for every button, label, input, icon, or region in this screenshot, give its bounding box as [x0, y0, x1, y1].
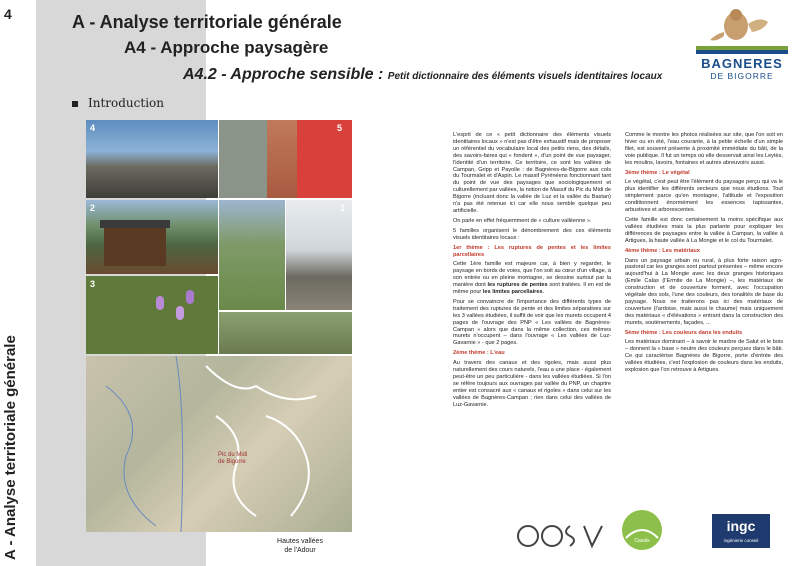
- photo-rock-sky: [86, 120, 218, 198]
- photo-landscape: [219, 312, 352, 354]
- paragraph: L'esprit de ce « petit dictionnaire des éléments visuels identitaires locaux » n'est pas d'être exhaustif mais de proposer un référentiel du vocabulaire local des petits riens, des détails, des savoirs-faires qui « fondent », d'un point de vue paysager, l'identité d'un territoire. Ce territoire, ce sont les vallées de Campan, Gripp et Payolle : de Bagnères-de-Bigorre aux cols du Tourmalet et d'Aspin. Le massif Pyrénéens fonctionnant tant du point de vue des paysages que sociologiquement et culturellement par vallées, la notion de Massif du Pic du Midi de Bigorre (incluant donc la vallée de Luz et la vallée du Bastan) n'a pas été retenue ici car elle nous semble quelque peu artificielle.: [453, 132, 611, 214]
- map-overlay-icon: [86, 356, 352, 532]
- paragraph: Dans un paysage urbain ou rural, à plus forte raison agro-pastoral car les granges sont partout présentes – même encore aujourd'hui à La Mongie avec les deux granges historiques (Emile Calas (l'Ermite de La Mongie) –, les matériaux de construction et de couverture forment, avec l'occupation végétale des sols, l'une des couleurs, des tonalités de base du paysage. Nous ne traiterons pas ici des matériaux de couverture (l'ardoise, mais aussi le chaume) mais uniquement des matériaux « d'élévations » entrant dans la construction des murets, soutènements, façades, ...: [625, 257, 783, 326]
- theme-heading-4: 4ème thème : Les matériaux: [625, 247, 700, 254]
- section-heading: [72, 96, 164, 110]
- theme-heading-1: 1er thème : Les ruptures de pentes et les limites parcellaires: [453, 244, 611, 258]
- paragraph: 5 familles organisent le dénombrement des ces éléments visuels identitaires locaux :: [453, 227, 611, 241]
- ingc-sub: ingénierie conseil: [723, 538, 759, 543]
- text-bold: les ruptures de pentes: [487, 282, 548, 289]
- map-caption-line2: de l'Adour: [284, 547, 316, 554]
- logo-line2: DE BIGORRE: [710, 71, 774, 81]
- paragraph: Le végétal, c'est peut être l'élément du paysage perçu qui va le plus identifier les différents secteurs que nous étudions. Tout simplement parce qu'en montagne, l'altitude et l'exposition conditionnent énormément les essences tapissantes, arbustives et arborescentes.: [625, 179, 783, 214]
- text-span: sont traitées. Il en est de même pour: [453, 282, 611, 296]
- photo-number-1: 1: [340, 203, 346, 213]
- logo-figure-icon: [696, 6, 788, 56]
- photo-number-5: 5: [337, 123, 343, 133]
- title-level-2: A4 - Approche paysagère: [124, 38, 329, 57]
- vertical-title: A - Analyse territoriale générale: [2, 335, 19, 560]
- paragraph: On parle en effet fréquemment de « culture valléenne ».: [453, 217, 592, 224]
- photo-number-4: 4: [90, 123, 96, 133]
- casal-logo-icon: [620, 508, 664, 552]
- bagneres-logo: [696, 6, 788, 88]
- title-level-1: A - Analyse territoriale générale: [72, 12, 342, 32]
- photo-snow-wall: [286, 200, 352, 310]
- paragraph: Les matériaux dominant – à savoir le marbre de Salut et le bois – donnent la « base » neutre des couleurs perçues dans le bâti. Ce qui caractérise Bagnères de Bigorre, porte d'entrée des vallées étudiées, c'est l'explosion de couleurs dans les enduits, explosion que l'on retrouve à Artigues.: [625, 339, 783, 374]
- text-span: .: [542, 289, 545, 296]
- photo-number-3: 3: [90, 279, 96, 289]
- title-level-3-main: A4.2 - Approche sensible :: [183, 66, 384, 83]
- map-caption: [270, 537, 330, 555]
- aus-logo-icon: [514, 518, 604, 554]
- paragraph: Pour se convaincre de l'importance des différents types de traitement des ruptures de pente et des limites séparatives sur les 3 vallées étudiées, il suffit de voir que les murets occupent 4 pages de l'ouvrage des PNP « Les vallées de Bagnères-Campan » alors que dans la même collection, ces mêmes murets n'occupent – dans l'ouvrage « Les vallées de Luz-Gavarnie » - que 2 pages.: [453, 298, 611, 347]
- theme-heading-5: 5ème thème : Les couleurs dans les enduits: [625, 329, 743, 336]
- ingc-logo: [712, 514, 770, 548]
- paragraph: Comme le montre les photos réalisées sur site, que l'on soit en hiver ou en été, l'eau courante, à la petite échelle d'un simple filet, est souvent présente à proximité immédiate du bâti, de la voie publique. Il fut un temps où elle desservait ainsi les Leytès, les moulins, lavoirs, fontaines et autres abreuvoirs aussi.: [625, 132, 783, 166]
- text-column-2: [625, 132, 783, 377]
- ingc-label: ingc: [726, 518, 756, 534]
- paragraph: Au travers des canaux et des rigoles, mais aussi plus naturellement des cours naturels, l'eau a une place - également peut-être un peu particulière - dans les vallées étudiées. Si l'on se réfère toujours aux ouvrages par vallée du PNP, un chapitre entier est consacré aux « canaux et rigoles » dans celui sur les vallées de Bagnères-Campan ; rien dans celui des vallées de Luz-Gavarnie.: [453, 360, 611, 408]
- text-bold: les limites parcellaires: [482, 289, 543, 296]
- relief-map: [86, 356, 352, 532]
- map-label-line2: de Bigorre: [218, 459, 246, 465]
- title-level-3: [183, 66, 662, 84]
- text-span: Cette 1ère famille est majeure car, à bien y regarder, le paysage en bords de voies, que l'on soit au cœur d'un village, à son entrée ou en pleine montagne, se dessine surtout par la manière dont: [453, 261, 611, 289]
- logo-line1: BAGNERES: [701, 56, 783, 71]
- map-caption-line1: Hautes vallées: [277, 538, 323, 545]
- photo-chalet: [86, 200, 218, 274]
- paragraph: Cette famille est donc certainement la moins spécifique aux vallées étudiées mais la plus parlante pour expliquer les différences de paysages entre la vallée à Campan, la vallée à Artigues, la haute vallée à La Mongie et le col du Tourmalet.: [625, 216, 783, 244]
- photo-number-2: 2: [90, 203, 96, 213]
- casal-logo: [620, 508, 664, 557]
- section-label: Introduction: [88, 96, 164, 110]
- page-number: 4: [4, 6, 12, 22]
- photo-textures: [219, 120, 352, 198]
- title-level-3-sub: Petit dictionnaire des éléments visuels identitaires locaux: [387, 71, 663, 82]
- theme-heading-2: 2ème thème : L'eau: [453, 350, 505, 357]
- aus-logo: [514, 518, 604, 559]
- casal-label: Casals: [634, 538, 650, 544]
- text-column-1: [453, 132, 611, 412]
- theme-heading-3: 3ème thème : Le végétal: [625, 169, 690, 176]
- photo-collage: [86, 120, 352, 532]
- paragraph: [453, 261, 611, 296]
- photo-crocus: [86, 276, 218, 354]
- bullet-icon: [72, 101, 78, 107]
- photo-meadow: [219, 200, 285, 310]
- map-label-line1: Pic du Midi: [218, 452, 248, 458]
